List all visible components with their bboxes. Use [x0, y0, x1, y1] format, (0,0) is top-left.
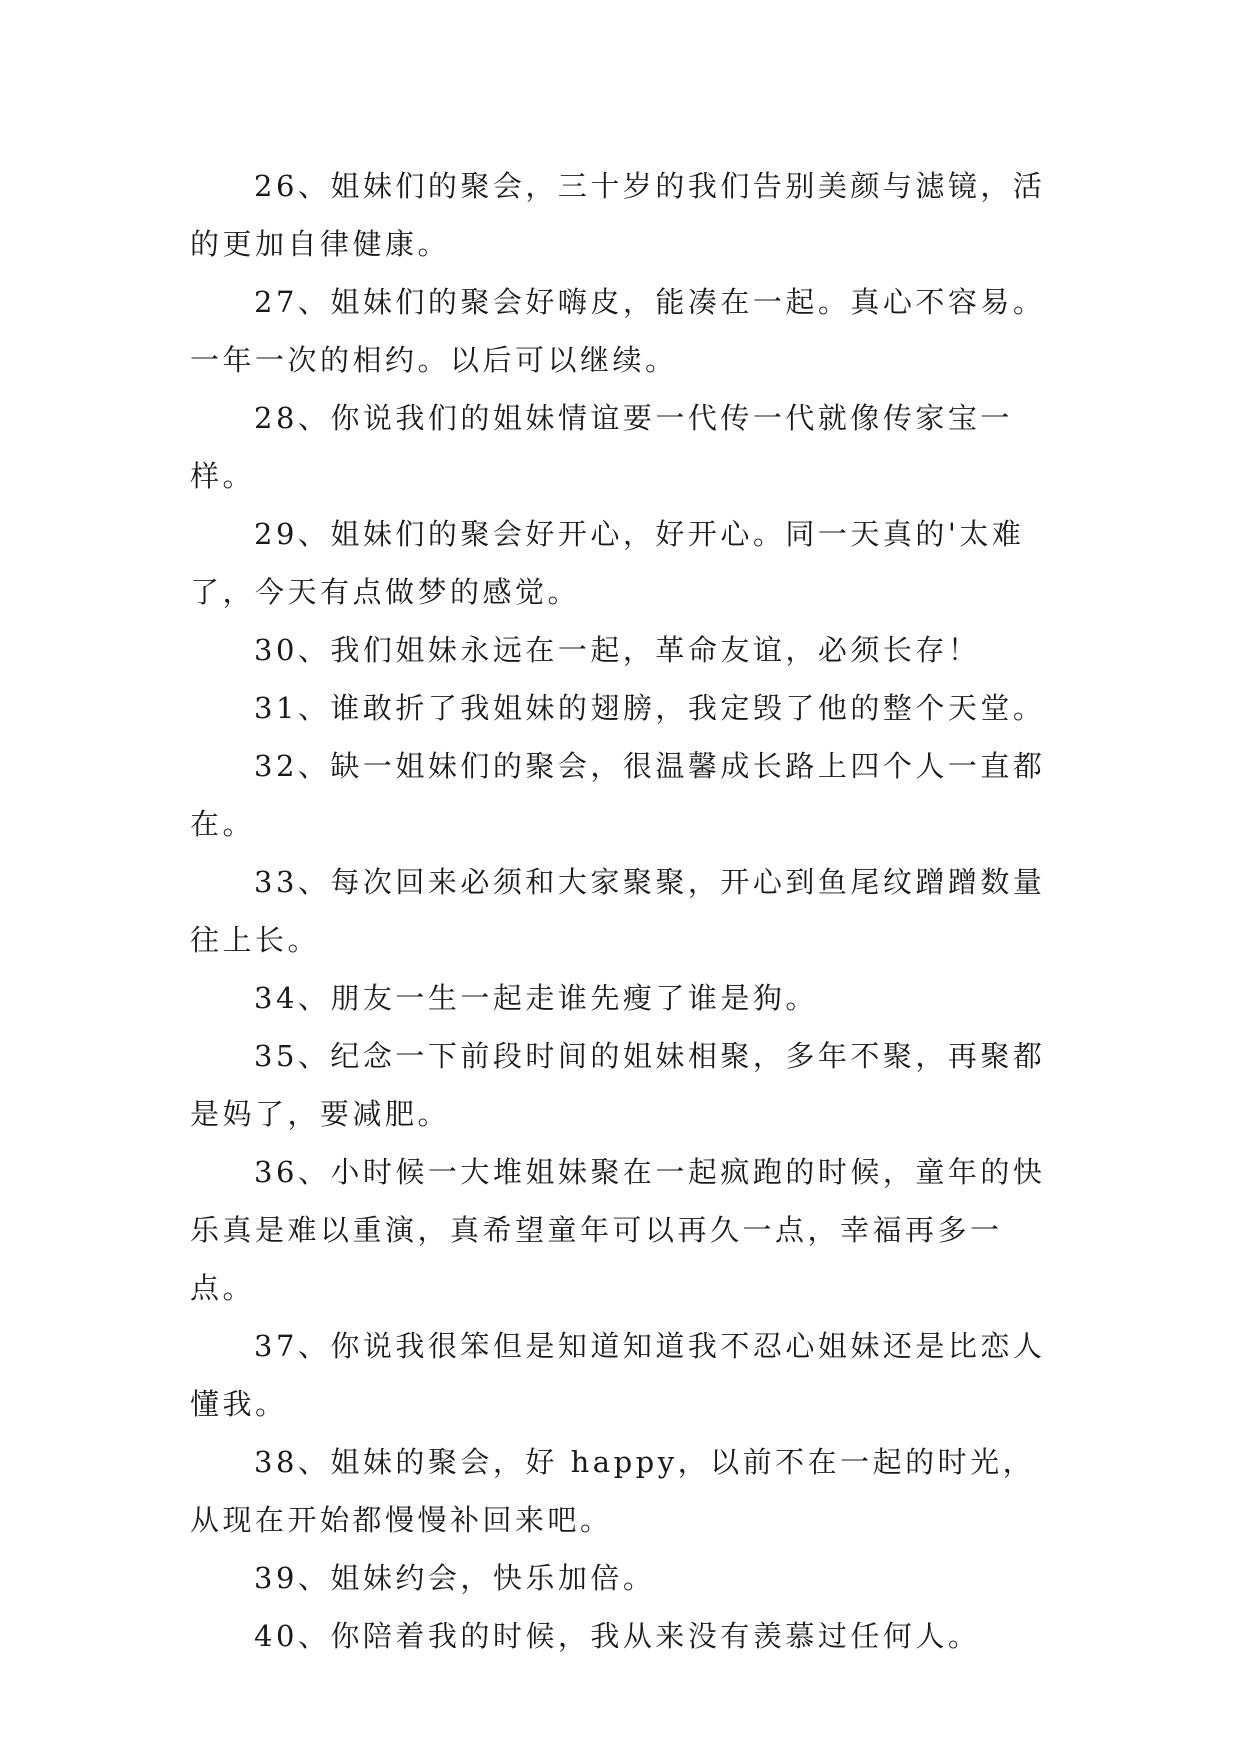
- paragraph-33: 33、每次回来必须和大家聚聚，开心到鱼尾纹蹭蹭数量往上长。: [190, 865, 1046, 957]
- paragraph-28: 28、你说我们的姐妹情谊要一代传一代就像传家宝一样。: [190, 401, 1013, 493]
- paragraph-36: 36、小时候一大堆姐妹聚在一起疯跑的时候，童年的快乐真是难以重演，真希望童年可以再久一点，幸福再多一点。: [190, 1155, 1046, 1305]
- paragraph-26: 26、姐妹们的聚会，三十岁的我们告别美颜与滤镜，活的更加自律健康。: [190, 169, 1046, 261]
- paragraph-30: 30、我们姐妹永远在一起，革命友谊，必须长存！: [254, 633, 981, 667]
- paragraph-39: 39、姐妹约会，快乐加倍。: [254, 1561, 656, 1595]
- paragraph-40: 40、你陪着我的时候，我从来没有羡慕过任何人。: [254, 1619, 981, 1653]
- paragraph-29: 29、姐妹们的聚会好开心，好开心。同一天真的'太难了，今天有点做梦的感觉。: [190, 517, 1025, 609]
- paragraph-31: 31、谁敢折了我姐妹的翅膀，我定毁了他的整个天堂。: [254, 691, 1046, 725]
- paragraph-32: 32、缺一姐妹们的聚会，很温馨成长路上四个人一直都在。: [190, 749, 1046, 841]
- document-body: [190, 157, 1060, 1665]
- paragraph-35: 35、纪念一下前段时间的姐妹相聚，多年不聚，再聚都是妈了，要减肥。: [190, 1039, 1046, 1131]
- paragraph-34: 34、朋友一生一起走谁先瘦了谁是狗。: [254, 981, 818, 1015]
- paragraph-37: 37、你说我很笨但是知道知道我不忍心姐妹还是比恋人懂我。: [190, 1329, 1046, 1421]
- paragraph-38: 38、姐妹的聚会，好 happy，以前不在一起的时光，从现在开始都慢慢补回来吧。: [190, 1445, 1036, 1537]
- paragraph-27: 27、姐妹们的聚会好嗨皮，能凑在一起。真心不容易。一年一次的相约。以后可以继续。: [190, 285, 1046, 377]
